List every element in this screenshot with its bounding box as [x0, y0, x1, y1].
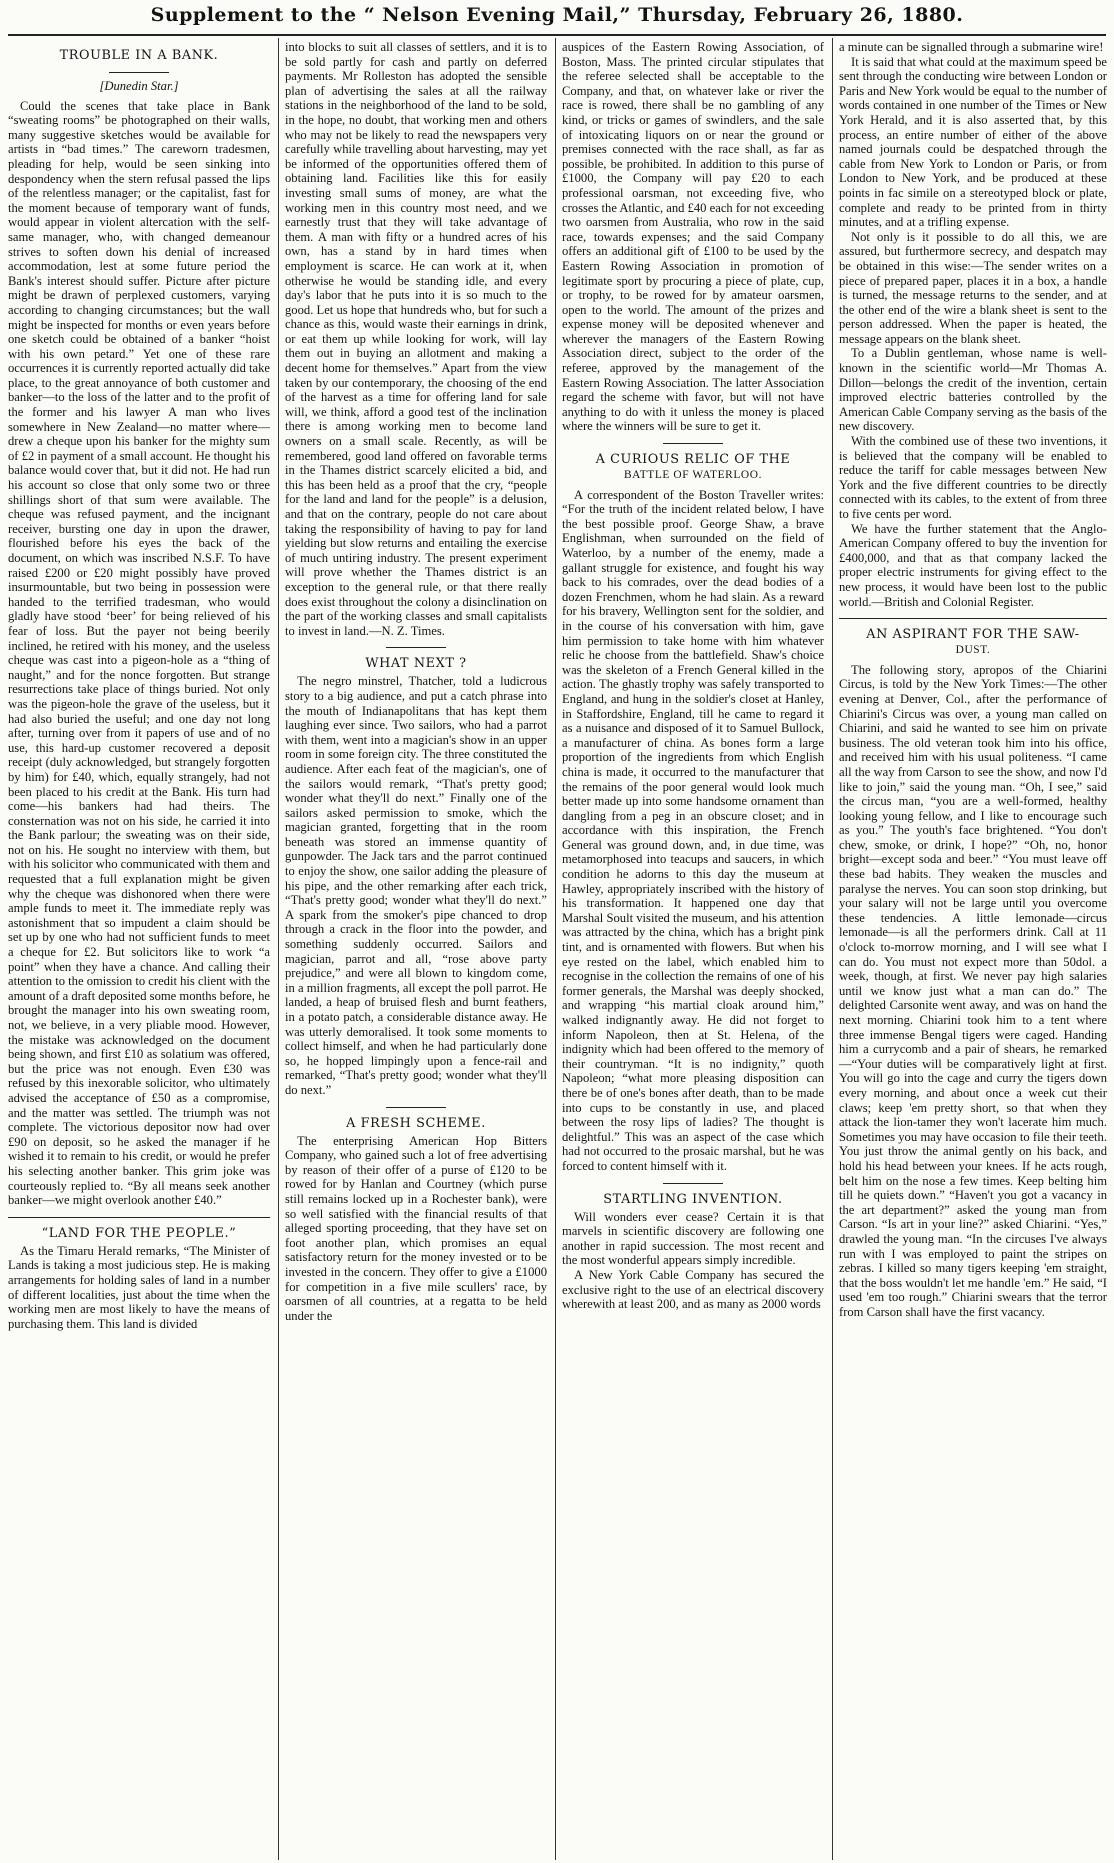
- article-separator: [839, 618, 1107, 619]
- article-body-continued: auspices of the Eastern Rowing Association, of Boston, Mass. The printed circular stipulates that the referee selected shall be acceptable to the Company, and that, on whatever lake or river the race is rowed, there shall be no gambling of any kind, or tricks or games of swindlers, and the sale of intoxicating liquors on or near the ground or premises connected with the race shall, as far as possible, be prohibited. In addition to this purse of £1000, the Company will pay £20 to each professional oarsman, not exceeding five, who crosses the Atlantic, and £40 each for not exceeding two oarsmen from Australia, who row in the said race, towards expenses; and the said Company offers an additional gift of £100 to be used by the Eastern Rowing Association in promotion of legitimate sport by procuring a piece of plate, cup, or trophy, to be rowed for by amateur oarsmen, open to the world. The amount of the prizes and expense money will be deposited whenever and wherever the managers of the Eastern Rowing Association direct, subject to the order of the referee, approved by the management of the Eastern Rowing Association. The latter Association regard the scheme with favor, but will not have anything to do with it unless the money is placed where the winners will be sure to get it.: [562, 40, 824, 434]
- article-body: The following story, apropos of the Chiarini Circus, is told by the New York Times:—The other evening at Denver, Col., after the performance of Chiarini's Circus was over, a young man called on Chiarini, and said he wanted to see him on private business. The old veteran took him into his office, and received him with his usual politeness. “I came all the way from Carson to see the show, and now I'd like to join,” said the young man. “Oh, I see,” said the circus man, “you are a well-formed, healthy looking young fellow, and I like to encourage such as you.” The youth's face brightened. “You don't chew, smoke, or drink, I hope?” “Oh, no, honor bright—except soda and beer.” “You must leave off these bad habits. They weaken the muscles and paralyse the nerves. You can soon stop drinking, but your salary will not be large until you overcome these tendencies. A little lemonade—circus lemonade—is all the performers drink. Call at 11 o'clock to-morrow morning, and I will see what I can do. You must not expect more than 50dol. a week, though, at first. We never pay high salaries until we know just what a man can do.” The delighted Carsonite went away, and was on hand the next morning. Chiarini took him to a tent where three immense Bengal tigers were caged. Handing him a currycomb and a pair of shears, he remarked—“Your duties will be comparatively light at first. You will go into the cage and curry the tigers down every morning, and about once a week cut their claws; keep 'em pretty short, so that when they attack the lion-tamer they won't lacerate him much. Sometimes you may have occasion to file their teeth. You just throw the animal gently on his back, and hold his head between your knees. If he acts rough, belt him on the nose a few times. Keep belting him till he quiets down.” “Haven't you got a vacancy in the art department?” asked the young man from Carson. “Is art in your line?” asked Chiarini. “Yes,” drawled the young man. “In the circuses I've always run with I was employed to paint the stripes on zebras. I killed so many tigers keeping 'em straight, that the boss wouldn't let me handle 'em.” He said, “I used 'em too rough.” Chiarini swears that the terror from Carson shall have the first vacancy.: [839, 662, 1107, 1319]
- article-heading-what-next: WHAT NEXT ?: [365, 656, 467, 672]
- article-separator: [8, 1217, 270, 1218]
- article-body: Not only is it possible to do all this, we are assured, but furthermore secrecy, and despatch may be obtained in this wise:—The sender writes on a piece of prepared paper, places it in a box, a handle is turned, the message returns to the sender, and at the other end of the wire a blank sheet is sent to the person addressed. When the paper is heated, the message appears on the blank sheet.: [839, 229, 1107, 346]
- article-body-continued: into blocks to suit all classes of settlers, and it is to be sold partly for cash and partly on deferred payments. Mr Rolleston has adopted the sensible plan of advertising the sales at all the railway stations in the neighborhood of the land to be sold, in the hope, no doubt, that working men and others who may not be likely to read the newspapers very carefully while travelling about harvesting, may yet be informed of the opportunities offered them of obtaining land. Facilities like this for easily investing small sums of money, are what the working men in this country most need, and we earnestly trust that they will take advantage of them. A man with fifty or a hundred acres of his own, has a stand by in hard times when employment is scarce. He can work at it, when otherwise he would be standing idle, and every day's labor that he puts into it is so much to the good. Let us hope that hundreds who, but for such a chance as this, would waste their earnings in drink, or eat them up while looking for work, will lay them out in buying an allotment and making a decent home for themselves.” Apart from the view taken by our contemporary, the choosing of the end of the harvest as a time for offering land for sale will, we think, afford a good test of the inclination there is among working men to become land owners on a small scale. Recently, as will be remembered, good land offered on favorable terms in the Thames district scarcely elicited a bid, and this has been held as a proof that the cry, “people for the land and land for the people” is a delusion, and that on the contrary, people do not care about taking the responsibility of having to pay for land yielding but slow returns and entailing the exercise of much untiring industry. The present experiment will prove whether the Thames district is an exception to the general rule, or that there really does exist throughout the colony a disinclination on the part of the working classes and small capitalists to invest in land.—N. Z. Times.: [285, 40, 547, 638]
- article-heading-startling: STARTLING INVENTION.: [603, 1191, 783, 1207]
- article-body: The enterprising American Hop Bitters Company, who gained such a lot of free advertising by reason of their offer of a purse of £120 to be rowed for by Hanlan and Courtney (which purse still remains locked up in a Rochester bank), were so well satisfied with the financial results of that alleged sporting proceeding, that they have set on foot another plan, which promises an equal satisfactory return for the money invested or to be invested in the concern. They offer to give a £1000 for competition in a five mile scullers' race, by oarsmen of all countries, at a regatta to be held under the: [285, 1133, 547, 1323]
- article-body-continued: a minute can be signalled through a submarine wire!: [839, 40, 1104, 54]
- article-subheading-aspirant: DUST.: [955, 644, 991, 657]
- article-dateline: [Dunedin Star.]: [99, 79, 179, 93]
- column-divider: [555, 38, 556, 1860]
- article-body: The negro minstrel, Thatcher, told a ludicrous story to a big audience, and put a catch phrase into the mouth of Indianapolitans that has kept them laughing ever since. Two sailors, who had a parrot with them, went into a magician's show in an upper room in some foreign city. The three constituted the audience. After each feat of the magician's, one of the sailors would remark, “That's pretty good; wonder what they'll do next.” Finally one of the sailors asked permission to smoke, which the magician granted, forgetting that in the room beneath was stored an immense quantity of gunpowder. The Jack tars and the parrot continued to enjoy the show, one sailor adding the pleasure of his pipe, and the other remarking after each trick, “That's pretty good; wonder what they'll do next.” A spark from the smoker's pipe chanced to drop through a crack in the floor into the powder, and something suddenly occurred. Sailors and magician, parrot and all, “rose above party prejudice,” and were all blown to kingdom come, in a million fragments, all except the poll parrot. He landed, a heap of bruised flesh and burnt feathers, in a potato patch, a considerable distance away. He was utterly demoralised. It took some moments to collect himself, and when he had particularly done so, he hopped limpingly upon a fence-rail and remarked, “That's pretty good; wonder what they'll do next.”: [285, 674, 547, 1097]
- article-heading-fresh-scheme: A FRESH SCHEME.: [346, 1115, 486, 1131]
- article-subheading-relic: BATTLE OF WATERLOO.: [623, 469, 763, 482]
- article-heading-land: “LAND FOR THE PEOPLE.”: [41, 1225, 237, 1241]
- column-divider: [832, 38, 833, 1860]
- article-body: With the combined use of these two inventions, it is believed that the company will be enabled to reduce the tariff for cable messages between New York and the five different countries to be directly connected with its cables, to the extent of from three to five cents per word.: [839, 434, 1107, 521]
- column-1: [8, 40, 270, 1858]
- article-heading-trouble: TROUBLE IN A BANK.: [59, 48, 219, 63]
- masthead-rule: [8, 34, 1106, 36]
- article-separator: [386, 1107, 446, 1108]
- article-body: A New York Cable Company has secured the exclusive right to the use of an electrical discovery wherewith at least 200, and as many as 2000 words: [562, 1267, 824, 1312]
- article-body: A correspondent of the Boston Traveller writes: “For the truth of the incident related below, I have the best possible proof. George Shaw, a brave Englishman, when surrounded on the field of Waterloo, by a number of the enemy, made a gallant struggle for existence, and fought his way back to his comrades, over the dead bodies of a dozen Frenchmen, whom he had slain. As a reward for his bravery, Wellington sent for the soldier, and in the course of his conversation with him, gave him permission to take home with him whatever relic he choose from the battlefield. Shaw's choice was the skeleton of a French General killed in the action. The ghastly trophy was safely transported to England, and hung in the soldier's closet at Hanley, in Staffordshire, England, till he came to regard it as a nuisance and disposed of it to Samuel Bullock, a manufacturer of china. As bones form a large proportion of the ingredients from which English china is made, it occurred to the manufacturer that the remains of the poor general would look much better made up into some handsome ornament than dangling from a peg in an obscure closet; and in accordance with this inspiration, the French General was ground down, and, in due time, was metamorphosed into teacups and saucers, in which condition he adorns to this day the museum at Hawley, appropriately inscribed with the history of his transformation. It happened one day that Marshal Soult visited the museum, and his attention was attracted by the china, which has a bright pink tint, and is ornamented with flowers. But when his eye rested on the label, which enabled him to recognise in the collection the remains of one of his former generals, the Marshal was deeply shocked, and wrapping “his martial cloak around him,” walked indignantly away. He did not forget to inform Napoleon, then at St. Helena, of the indignity which had been offered to the memory of their countryman. “It is no indignity,” quoth Napoleon; “what more pleasing disposition can there be of one's bones after death, than to be made into cups to be constantly in use, and placed between the rosy lips of ladies? The thought is delightful.” This was an aspect of the case which had not occurred to the prosaic marshal, but he was forced to content himself with it.: [562, 487, 824, 1173]
- article-separator: [663, 1183, 723, 1184]
- article-body: To a Dublin gentleman, whose name is well-known in the scientific world—Mr Thomas A. Dillon—belongs the credit of the invention, certain improved electric batteries controlled by the American Cable Company serving as the basis of the new discovery.: [839, 346, 1107, 434]
- article-body: Could the scenes that take place in Bank “sweating rooms” be photographed on their walls, many suggestive sketches would be available for artists in “bad times.” The careworn tradesmen, pleading for help, would be seen sinking into despondency when the stern refusal passed the lips of the relentless manager; or the capitalist, fast for the moment because of temporary want of funds, would appear in violent altercation with the self-same manager, who, with changed demeanour strives to soften down his denial of increased accommodation, lest at some future period the Bank's interest should suffer. Picture after picture might be drawn of perplexed customers, varying according to changing circumstances; but the wall might be inspected for months or even years before one sketch could be obtained of a banker “hoist with his own petard.” Yet one of these rare occurrences it is currently reported actually did take place, to the great annoyance of both customer and banker—to the loss of the latter and to the profit of the former and his lawyer A man who lives somewhere in New Zealand—no matter where—drew a cheque upon his banker for the mighty sum of £2 in payment of a small account. He thought his balance would cover that, but it did not. He had run his account so close that only some two or three shillings short of that sum were available. The cheque was refused payment, and the incignant receiver, bursting one day in upon the drawer, flourished before his eyes the back of the document, on which was inscribed N.S.F. To have raised £200 or £20 might possibly have proved insurmountable, but two being in possession were handed to the terrified tradesman, who would gladly have stood ‘beer’ for being relieved of his fear of loss. But the payer not being beerily inclined, he retired with his money, and the useless cheque was cast into a pigeon-hole as a “thing of naught,” and for the nonce forgotten. But strange resurrections take place of things buried. Not only was the pigeon-hole the grave of the useless, but it had also buried the useful; and one day not long after, turning over from it papers of use and of no use, this hard-up customer recovered a deposit receipt (duly acknowledged, but strangely forgotten by him) for £40, which, equally strangely, had not been placed to his credit at the Bank. His turn had come—his bankers had had theirs. The consternation was not on his side, he carried it into the Bank parlour; the sweating was on their side, not on his. He sought no interview with them, but with his solicitor who communicated with them and requested that a full explanation might be given why the cheque was dishonored when there were ample funds to meet it. The immediate reply was astonishment that so impudent a claim should be set up by one who had not sufficient funds to meet a cheque for £2. But solicitors like to work “a point” when they have a chance. And calling their attention to the omission to credit his client with the amount of a draft deposited some months before, he brought the manager into his own sweating room, not, we believe, in a very pliable mood. However, the mistake was acknowledged on the document being shown, and first £10 as solatium was offered, but the price was not enough. Even £30 was refused by this inexorable solicitor, who ultimately advised the acceptance of £50 as a compromise, and the matter was settled. The triumph was not complete. The victorious depositor now had over £90 on deposit, so he asked the manager if he wished it to remain to his credit, or would he prefer his selecting another banker. This grim joke was courteously replied to. “By all means seek another banker—we might overlook another £40.”: [8, 98, 270, 1208]
- article-body: It is said that what could at the maximum speed be sent through the conducting wire between London or Paris and New York would be equal to the number of words contained in one number of the Times or New York Herald, and it is also asserted that, by this process, an entire number of either of the above named journals could be despatched through the cable from New York to London or Paris, or from London to New York, and be produced at these points in fac simile on a stereotyped block or plate, complete and ready to be printed from in thirty minutes, and at a trifling expense.: [839, 54, 1107, 230]
- article-body: As the Timaru Herald remarks, “The Minister of Lands is taking a most judicious step. He is making arrangements for holding sales of land in a number of different localities, just about the time when the working men are most likely to have the means of purchasing them. This land is divided: [8, 1243, 270, 1331]
- heading-rule: [109, 72, 169, 73]
- masthead-title: Supplement to the “ Nelson Evening Mail,” Thursday, February 26, 1880.: [150, 4, 964, 26]
- article-separator: [386, 647, 446, 648]
- article-body: Will wonders ever cease? Certain it is that marvels in scientific discovery are following one another in rapid succession. The most recent and the most wonderful appears simply incredible.: [562, 1209, 824, 1268]
- column-2: [285, 40, 547, 1858]
- article-body: We have the further statement that the Anglo-American Company offered to buy the invention for £400,000, and that as that company lacked the proper electric instruments for giving effect to the new process, it would have been lost to the public world.—British and Colonial Register.: [839, 521, 1107, 609]
- column-3: [562, 40, 824, 1858]
- column-4: [839, 40, 1107, 1858]
- article-heading-relic: A CURIOUS RELIC OF THE: [595, 452, 791, 468]
- column-divider: [278, 38, 279, 1860]
- article-separator: [663, 443, 723, 444]
- article-heading-aspirant: AN ASPIRANT FOR THE SAW-: [866, 627, 1080, 643]
